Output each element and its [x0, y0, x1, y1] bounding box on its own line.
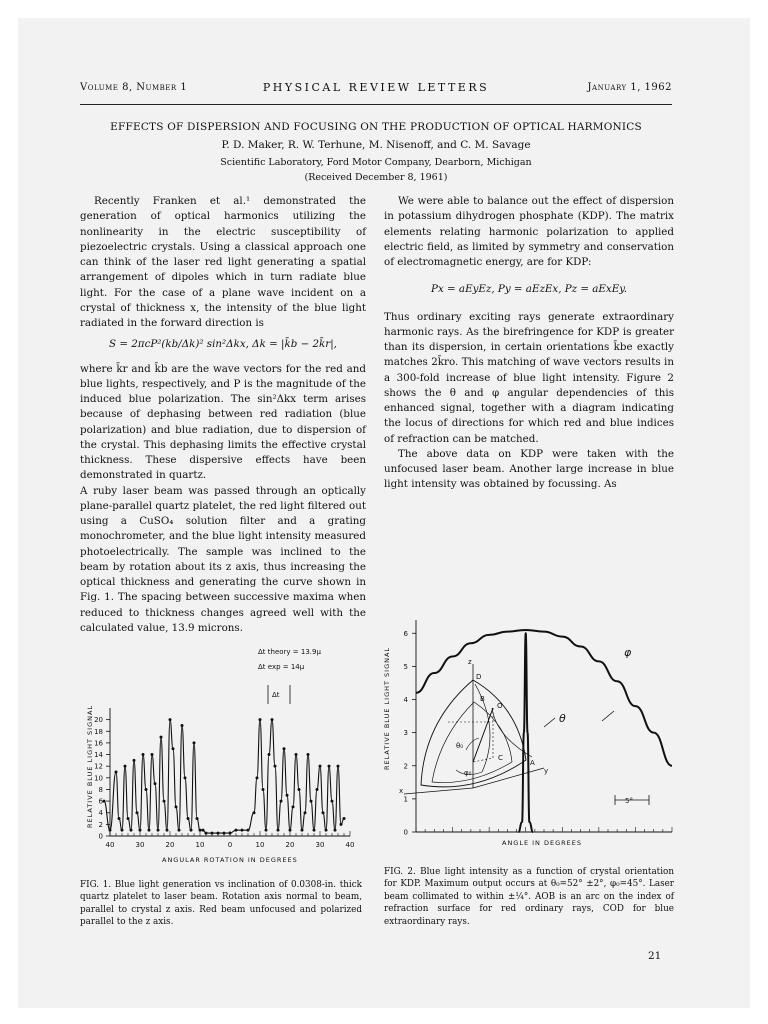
aob-arc	[492, 708, 532, 757]
annotation-dt-span: Δt	[272, 691, 280, 699]
figure-1-chart	[80, 640, 364, 870]
paragraph-4: We were able to balance out the effect of dispersion in potassium dihydrogen phosphate (KDP). The matrix elements relating harmonic polarization to applied electric field, as limited by symmetry and conservation of electromagnetic energy, are for KDP:	[384, 195, 674, 268]
theta-curve-label: θ	[559, 712, 566, 725]
fig1-data-point	[196, 817, 199, 820]
figure-1-annotations	[258, 648, 321, 704]
fig2-theta-curve	[518, 633, 533, 832]
diagram-label-x: x	[399, 787, 404, 795]
paragraph-5: Thus ordinary exciting rays generate extraordinary harmonic rays. As the birefringence for KDP is greater than its dispersion, in certain orientations k̄be exactly matches 2k̄ro. This matching of wave vectors results in a 300-fold increase of blue light intensity. Figure 2 shows the θ and φ angular dependencies of this enhanced signal, together with a diagram indicating the locus of directions for which red and blue indices of refraction can be matched.	[384, 310, 674, 445]
fig1-data-point	[193, 741, 196, 744]
fig1-data-point	[262, 788, 265, 791]
fig1-data-point	[217, 832, 220, 835]
fig1-axes	[110, 708, 350, 836]
fig1-data-point	[337, 765, 340, 768]
theta0-arc	[466, 738, 479, 750]
inner-index-surface	[432, 702, 512, 783]
theta-leader-line	[544, 718, 555, 727]
fig1-ytick-label: 14	[94, 751, 103, 760]
fig1-data-point	[235, 829, 238, 832]
fig1-data-point	[172, 747, 175, 750]
paragraph-2: where k̄r and k̄b are the wave vectors for the red and blue lights, respectively, and P is the magnitude of the induced blue polarization. The sin²Δkx term arises because of dephasing between red radiation (blue polarization) and blue radiation, due to dispersion of the crystal. This dephasing limits the effective crystal thickness. These dispersive effects have been demonstrated in quartz.	[80, 362, 366, 482]
fig1-data-point	[295, 753, 298, 756]
fig1-series-line	[104, 720, 344, 833]
fig1-xtick-label: 0	[227, 841, 233, 849]
fig1-data-point	[142, 753, 145, 756]
fig1-ytick-label: 4	[98, 809, 103, 818]
fig1-data-point	[280, 800, 283, 803]
fig1-xtick-label: 30	[135, 841, 145, 849]
fig1-data-point	[175, 805, 178, 808]
left-column	[80, 194, 366, 636]
diagram-label-D: D	[476, 673, 482, 681]
fig1-data-point	[127, 817, 130, 820]
fig1-data-point	[265, 829, 268, 832]
article-affiliation: Scientific Laboratory, Ford Motor Company, Dearborn, Michigan	[220, 157, 532, 168]
fig1-data-point	[316, 788, 319, 791]
fig1-data-point	[130, 829, 133, 832]
fig1-data-point	[313, 829, 316, 832]
diagram-label-z: z	[468, 658, 472, 666]
equation-2: Px = aEyEz, Py = aEzEx, Pz = aExEy.	[431, 283, 627, 296]
fig1-data-point	[199, 829, 202, 832]
fig1-data-point	[322, 811, 325, 814]
diagram-label-A: A	[530, 759, 535, 767]
diagram-label-phi0: φ₀	[464, 769, 472, 777]
page-number: 21	[648, 950, 662, 962]
fig1-ytick-label: 0	[98, 832, 103, 841]
fig2-ytick-label: 2	[403, 762, 408, 771]
fig1-data-point	[289, 829, 292, 832]
paragraph-6: The above data on KDP were taken with the unfocused laser beam. Another large increase in blue light intensity was obtained by focussing. As	[384, 447, 674, 491]
article-authors: P. D. Maker, R. W. Terhune, M. Nisenoff, and C. M. Savage	[221, 139, 531, 151]
paragraph-3: A ruby laser beam was passed through an optically plane-parallel quartz platelet, the red light filtered out using a CuSO₄ solution filter and a grating monochrometer, and the blue light intensity measured photoelectrically. The sample was inclined to the beam by rotation about its z axis, thus increasing the optical thickness and generating the curve shown in Fig. 1. The spacing between successive maxima when reduced to thickness changes agreed well with the calculated value, 13.9 microns.	[80, 484, 366, 634]
fig1-xtick-label: 30	[315, 841, 325, 849]
fig1-data-point	[277, 829, 280, 832]
fig1-data-point	[223, 832, 226, 835]
equation-1: S = 2πcP²(kb/Δk)² sin²Δkx, Δk = |k̄b − 2k̄r|,	[109, 338, 337, 351]
fig1-data-point	[256, 776, 259, 779]
fig1-data-point	[109, 829, 112, 832]
scale-bar-label: 5°	[625, 797, 633, 805]
fig1-ylabel: RELATIVE BLUE LIGHT SIGNAL	[86, 704, 94, 828]
fig1-data-point	[136, 811, 139, 814]
running-header	[80, 82, 672, 96]
annotation-dt-theory: Δt theory = 13.9μ	[258, 648, 321, 656]
fig2-ytick-label: 5	[403, 662, 408, 671]
fig1-data-point	[190, 829, 193, 832]
fig1-data-point	[286, 794, 289, 797]
fig2-xticks	[416, 827, 672, 832]
fig1-data-point	[268, 753, 271, 756]
fig1-data-point	[118, 817, 121, 820]
fig2-ylabel: RELATIVE BLUE LIGHT SIGNAL	[383, 646, 391, 770]
fig1-data-point	[181, 724, 184, 727]
fig2-ytick-label: 1	[403, 795, 408, 804]
fig1-data-point	[139, 829, 142, 832]
right-column	[384, 194, 674, 493]
annotation-dt-exp: Δt exp = 14μ	[258, 663, 305, 671]
phi-leader-line	[602, 711, 614, 721]
scale-bar	[615, 795, 649, 805]
fig1-data-point	[169, 718, 172, 721]
fig2-ytick-label: 6	[403, 629, 408, 638]
fig1-data-point	[301, 829, 304, 832]
fig1-data-point	[229, 832, 232, 835]
fig1-data-point	[292, 805, 295, 808]
fig2-phi-curve	[416, 630, 672, 766]
fig1-data-point	[154, 782, 157, 785]
fig2-ytick-label: 3	[403, 729, 408, 738]
fig1-data-point	[145, 788, 148, 791]
diagram-label-theta0: θ₀	[456, 742, 464, 750]
diagram-label-y: y	[544, 767, 549, 775]
fig1-data-point	[334, 829, 337, 832]
fig1-data-point	[298, 788, 301, 791]
paragraph-1: Recently Franken et al.¹ demonstrated the generation of optical harmonics utilizing the nonlinearity in the electric susceptibility of piezoelectric crystals. Using a classical approach one can think of the laser red light generating a spatial arrangement of dipoles which in turn radiate blue light. For the case of a plane wave incident on a crystal of thickness x, the intensity of the blue light radiated in the forward direction is	[80, 195, 366, 329]
article-title: EFFECTS OF DISPERSION AND FOCUSING ON THE PRODUCTION OF OPTICAL HARMONICS	[110, 121, 642, 133]
fig1-data-point	[184, 776, 187, 779]
fig1-data-point	[343, 817, 346, 820]
fig1-xtick-label: 20	[165, 841, 175, 849]
fig1-ytick-label: 2	[98, 820, 103, 829]
fig1-data-point	[124, 765, 127, 768]
fig1-data-point	[151, 753, 154, 756]
figure-2-chart	[366, 610, 676, 850]
fig1-data-point	[283, 747, 286, 750]
fig2-xlabel: ANGLE IN DEGREES	[502, 839, 582, 847]
fig1-data-point	[163, 800, 166, 803]
header-journal: PHYSICAL REVIEW LETTERS	[262, 81, 490, 94]
fig1-data-point	[121, 829, 124, 832]
phi-curve-label: φ	[624, 646, 632, 659]
fig1-ytick-label: 18	[94, 727, 103, 736]
outer-index-surface	[421, 680, 526, 787]
fig1-xtick-label: 40	[345, 841, 355, 849]
fig1-data-point	[259, 718, 262, 721]
fig1-ytick-label: 6	[98, 797, 103, 806]
fig1-ytick-label: 16	[94, 739, 103, 748]
fig1-data-point	[340, 823, 343, 826]
fig1-data-point	[211, 832, 214, 835]
fig1-data-point	[157, 829, 160, 832]
diagram-label-O: O	[497, 702, 503, 710]
fig1-data-point	[328, 765, 331, 768]
fig1-data-point	[253, 811, 256, 814]
fig1-data-point	[319, 765, 322, 768]
fig1-data-point	[241, 829, 244, 832]
fig1-xtick-label: 10	[195, 841, 205, 849]
fig1-data-point	[310, 800, 313, 803]
diagram-label-B: B	[480, 695, 485, 703]
article-received: (Received December 8, 1961)	[304, 172, 448, 183]
fig1-ytick-label: 20	[94, 716, 103, 725]
figure-1-caption: FIG. 1. Blue light generation vs inclination of 0.0308-in. thick quartz platelet to laser beam. Rotation axis normal to beam, parallel to crystal z axis. Red beam unfocused and polarized parallel to the z axis.	[80, 880, 362, 928]
fig1-ytick-label: 8	[98, 785, 103, 794]
fig1-data-point	[160, 736, 163, 739]
header-volume: Volume 8, Number 1	[80, 82, 188, 93]
fig1-xtick-label: 40	[105, 841, 115, 849]
fig1-data-point	[331, 800, 334, 803]
fig1-data-point	[178, 829, 181, 832]
x-axis-line	[404, 788, 473, 794]
fig1-data-point	[187, 817, 190, 820]
fig1-data-point	[103, 800, 106, 803]
fig1-data-point	[133, 759, 136, 762]
fig1-data-point	[166, 829, 169, 832]
fig1-data-point	[304, 811, 307, 814]
diagram-label-C: C	[498, 754, 503, 762]
fig2-yticks	[404, 630, 416, 837]
header-rule	[80, 104, 672, 105]
fig1-data-point	[202, 829, 205, 832]
fig1-data-point	[307, 753, 310, 756]
fig1-data-point	[325, 829, 328, 832]
fig1-data-point	[148, 829, 151, 832]
fig1-xtick-label: 10	[255, 841, 265, 849]
fig1-xtick-label: 20	[285, 841, 295, 849]
header-date: January 1, 1962	[587, 82, 672, 93]
fig1-data-point	[115, 771, 118, 774]
fig2-ytick-label: 0	[403, 828, 408, 837]
fig1-ytick-label: 12	[94, 762, 103, 771]
fig1-ytick-label: 10	[94, 774, 103, 783]
fig1-data-point	[274, 765, 277, 768]
fig1-data-point	[247, 829, 250, 832]
fig1-data-point	[271, 718, 274, 721]
fig1-data-point	[205, 832, 208, 835]
fig2-ytick-label: 4	[403, 696, 408, 704]
fig1-xlabel: ANGULAR ROTATION IN DEGREES	[162, 856, 298, 864]
figure-2-caption: FIG. 2. Blue light intensity as a function of crystal orientation for KDP. Maximum output occurs at θ₀=52° ±2°, φ₀=45°. Laser beam collimated to within ±¼°. AOB is an arc on the index of refraction surface for red ordinary rays, COD for blue extraordinary rays.	[384, 867, 674, 927]
